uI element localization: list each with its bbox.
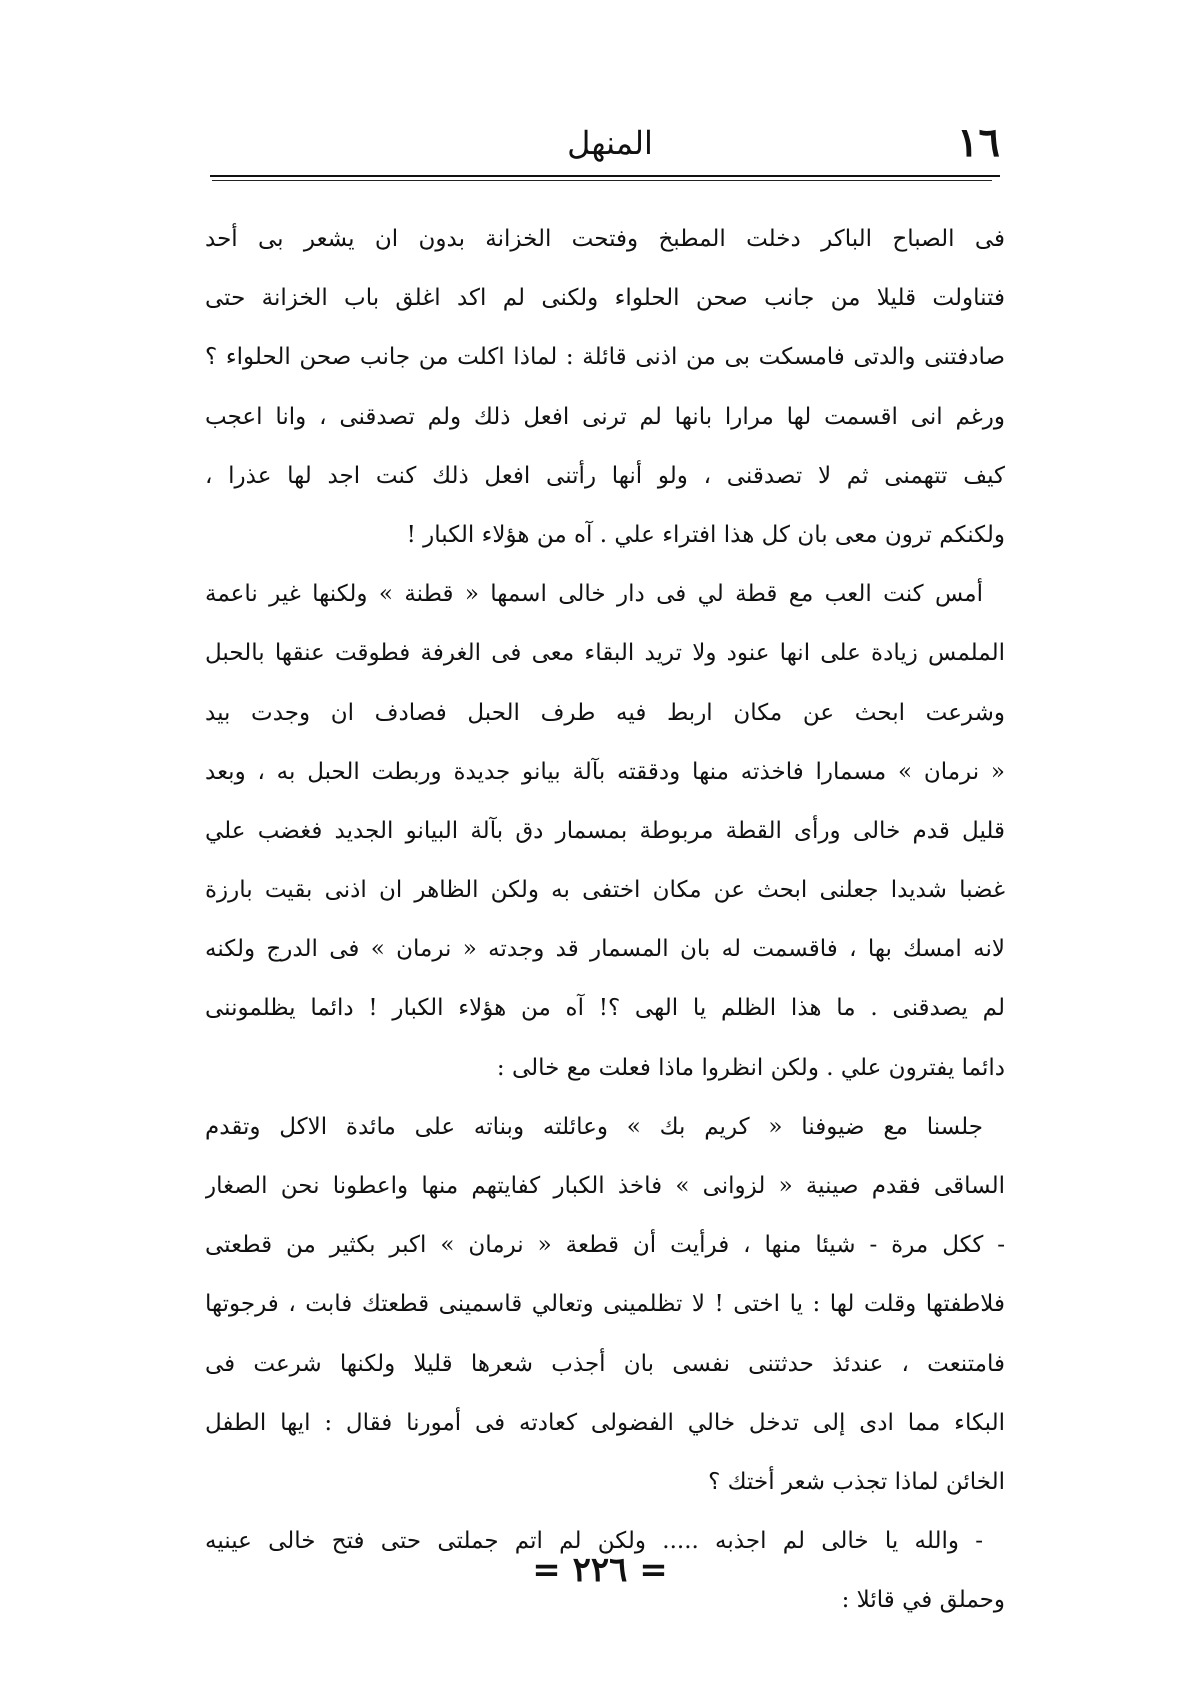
text-line: غضبا شديدا جعلنى ابحث عن مكان اختفى به ولكن الظاهر ان اذنى بقيت بارزة xyxy=(205,877,1005,904)
text-line: ولكنكم ترون معى بان كل هذا افتراء علي . آه من هؤلاء الكبار ! xyxy=(406,521,1005,548)
text-line: ورغم انى اقسمت لها مرارا بانها لم ترنى افعل ذلك ولم تصدقنى ، وانا اعجب xyxy=(205,403,1005,430)
text-line: - ككل مرة - شيئا منها ، فرأيت أن قطعة « نرمان » اكبر بكثير من قطعتى xyxy=(205,1232,1005,1259)
text-line: الملمس زيادة على انها عنود ولا تريد البقاء معى فى الغرفة فطوقت عنقها بالحبل xyxy=(205,640,1005,667)
page-number: ١٦ xyxy=(957,119,1000,166)
text-line: وحملق في قائلا : xyxy=(841,1587,1005,1614)
text-line: فى الصباح الباكر دخلت المطبخ وفتحت الخزانة بدون ان يشعر بى أحد xyxy=(205,226,1005,252)
text-line: لم يصدقنى . ما هذا الظلم يا الهى ؟! آه من هؤلاء الكبار ! دائما يظلموننى xyxy=(205,995,1005,1022)
text-line: - والله يا خالى لم اجذبه ..... ولكن لم اتم جملتى حتى فتح خالى عينيه xyxy=(205,1528,983,1555)
text-line: كيف تتهمنى ثم لا تصدقنى ، ولو أنها رأتنى افعل ذلك كنت اجد لها عذرا ، xyxy=(205,462,1005,489)
text-line: لانه امسك بها ، فاقسمت له بان المسمار قد وجدته « نرمان » فى الدرج ولكنه xyxy=(205,936,1005,963)
journal-title: المنهل xyxy=(567,124,653,162)
text-line: فلاطفتها وقلت لها : يا اختى ! لا تظلمينى وتعالي قاسمينى قطعتك فابت ، فرجوتها xyxy=(205,1291,1005,1318)
text-line: فامتنعت ، عندئذ حدثتنى نفسى بان أجذب شعرها قليلا ولكنها شرعت فى xyxy=(205,1350,1005,1377)
text-line: أمس كنت العب مع قطة لي فى دار خالى اسمها « قطنة » ولكنها غير ناعمة xyxy=(205,581,983,608)
page-footer-marker: = ٢٢٦ = xyxy=(532,1550,668,1590)
page-header xyxy=(210,118,1000,168)
header-rule xyxy=(210,175,1000,177)
text-line: جلسنا مع ضيوفنا « كريم بك » وعائلته وبناته على مائدة الاكل وتقدم xyxy=(205,1113,983,1140)
text-line: البكاء مما ادى إلى تدخل خالي الفضولى كعادته فى أمورنا فقال : ايها الطفل xyxy=(205,1409,1005,1436)
text-line: الخائن لماذا تجذب شعر أختك ؟ xyxy=(708,1468,1005,1495)
body-text xyxy=(205,210,1005,1631)
text-line: « نرمان » مسمارا فاخذته منها ودققته بآلة بيانو جديدة وربطت الحبل به ، وبعد xyxy=(205,758,1005,785)
text-line: فتناولت قليلا من جانب صحن الحلواء ولكنى لم اكد اغلق باب الخزانة حتى xyxy=(205,285,1005,312)
text-line: دائما يفترون علي . ولكن انظروا ماذا فعلت مع خالى : xyxy=(496,1054,1005,1081)
text-line: قليل قدم خالى ورأى القطة مربوطة بمسمار دق بآلة البيانو الجديد فغضب علي xyxy=(205,817,1005,844)
text-line: الساقى فقدم صينية « لزوانى » فاخذ الكبار كفايتهم منها واعطونا نحن الصغار xyxy=(205,1173,1005,1199)
text-line: صادفتنى والدتى فامسكت بى من اذنى قائلة : لماذا اكلت من جانب صحن الحلواء ؟ xyxy=(205,344,1005,371)
header-rule-secondary xyxy=(212,180,992,181)
text-line: وشرعت ابحث عن مكان اربط فيه طرف الحبل فصادف ان وجدت بيد xyxy=(205,699,1005,726)
